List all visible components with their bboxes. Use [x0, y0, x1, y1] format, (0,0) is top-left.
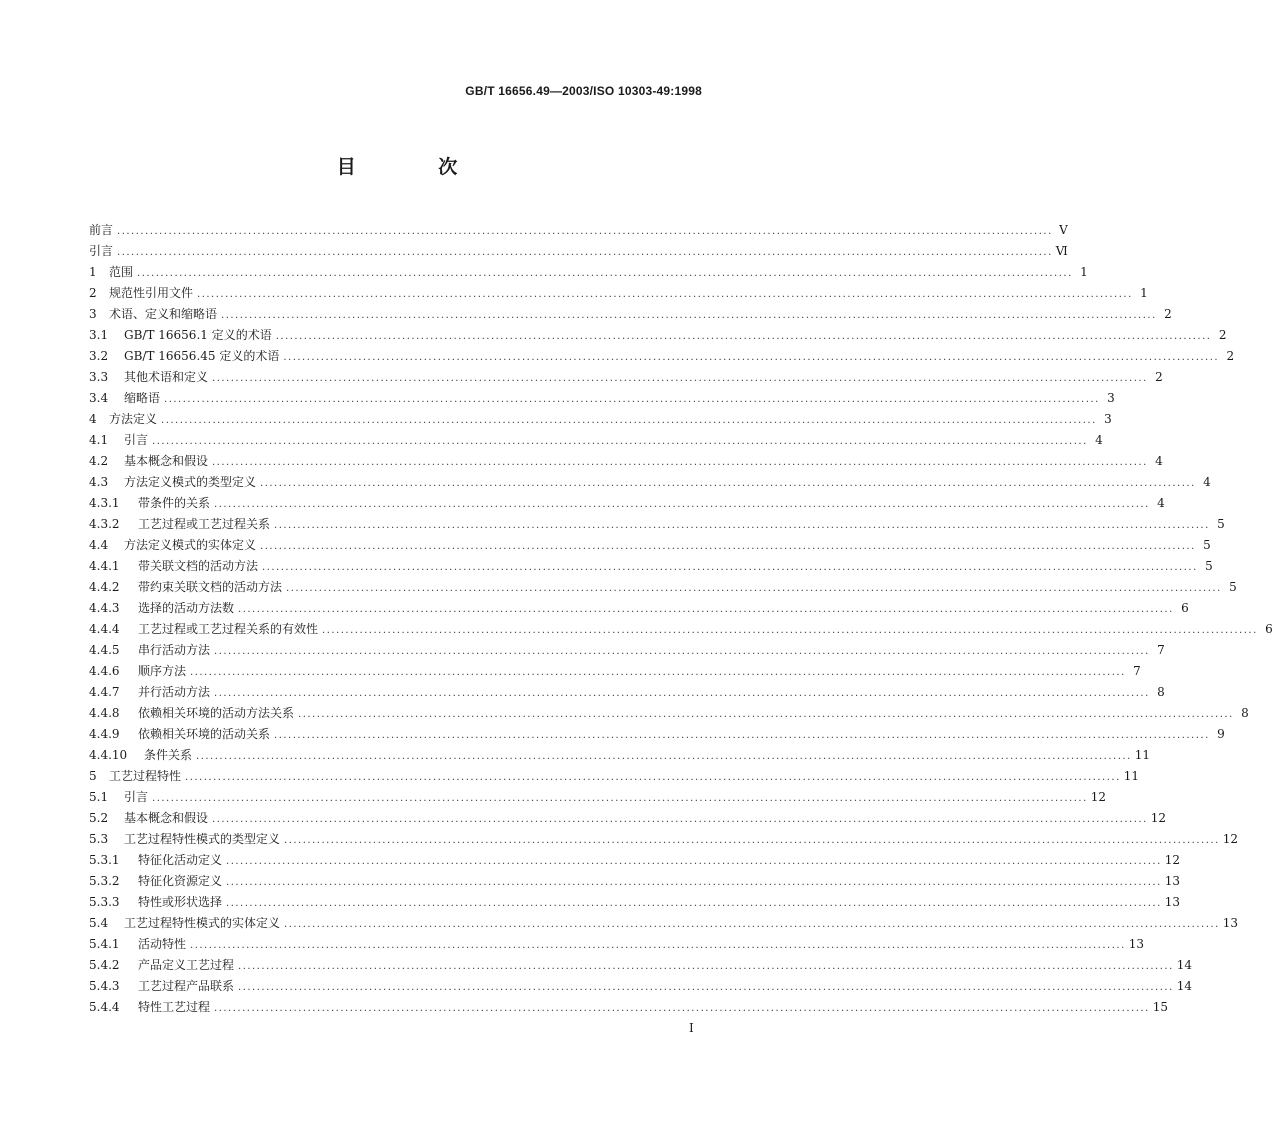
toc-entry-page: 11	[1134, 748, 1151, 762]
toc-entry-page: 15	[1152, 1000, 1169, 1014]
toc-dot-leader: ........................................................................................................................................................................................................	[212, 457, 1148, 468]
toc-entry-label: 带约束关联文档的活动方法	[138, 580, 283, 594]
toc-entry[interactable]	[89, 493, 1165, 514]
toc-entry-page: 6	[1265, 622, 1273, 636]
toc-dot-leader: ........................................................................................................................................................................................................	[214, 499, 1150, 510]
toc-entry-number: 4.4	[89, 538, 109, 552]
toc-entry-label: 特征化活动定义	[138, 853, 223, 867]
table-of-contents	[89, 220, 1273, 1018]
toc-entry-page: 5	[1203, 538, 1211, 552]
toc-entry-label: 基本概念和假设	[124, 811, 209, 825]
toc-entry-page: 2	[1164, 307, 1172, 321]
toc-entry-label: 基本概念和假设	[124, 454, 209, 468]
toc-entry-number: 3.1	[89, 328, 109, 342]
toc-entry[interactable]	[89, 409, 1112, 430]
toc-dot-leader: ........................................................................................................................................................................................................	[260, 478, 1196, 489]
toc-dot-leader: ........................................................................................................................................................................................................	[214, 1003, 1150, 1014]
toc-entry[interactable]	[89, 598, 1189, 619]
toc-entry-number: 2	[89, 286, 97, 300]
toc-dot-leader: ........................................................................................................................................................................................................	[238, 961, 1174, 972]
toc-entry-page: 4	[1203, 475, 1211, 489]
toc-entry-number: 4.4.3	[89, 601, 120, 615]
toc-entry-label: 选择的活动方法数	[138, 601, 235, 615]
toc-entry-number: 4.4.9	[89, 727, 120, 741]
toc-entry-label: GB/T 16656.45 定义的术语	[124, 349, 280, 363]
toc-entry[interactable]	[89, 283, 1148, 304]
toc-dot-leader: ........................................................................................................................................................................................................	[238, 982, 1174, 993]
toc-entry-page: 7	[1133, 664, 1141, 678]
toc-entry[interactable]	[89, 241, 1068, 262]
toc-dot-leader: ........................................................................................................................................................................................................	[152, 436, 1088, 447]
toc-entry-number: 4.3.1	[89, 496, 120, 510]
toc-entry-label: 条件关系	[144, 748, 193, 762]
toc-entry-number: 5.3	[89, 832, 109, 846]
toc-entry[interactable]	[89, 913, 1239, 934]
toc-entry-number: 4	[89, 412, 97, 426]
toc-entry-page: 5	[1217, 517, 1225, 531]
toc-entry-number: 5.2	[89, 811, 109, 825]
toc-dot-leader: ........................................................................................................................................................................................................	[117, 247, 1053, 258]
toc-dot-leader: ........................................................................................................................................................................................................	[190, 667, 1126, 678]
toc-entry-number: 5.4.4	[89, 1000, 120, 1014]
toc-entry-number: 4.3.2	[89, 517, 120, 531]
toc-dot-leader: ........................................................................................................................................................................................................	[226, 877, 1162, 888]
toc-entry-number: 5.4	[89, 916, 109, 930]
toc-dot-leader: ........................................................................................................................................................................................................	[322, 625, 1258, 636]
toc-dot-leader: ........................................................................................................................................................................................................	[161, 415, 1097, 426]
toc-entry-page: 5	[1205, 559, 1213, 573]
toc-entry-label: 引言	[124, 433, 149, 447]
toc-entry[interactable]	[89, 220, 1068, 241]
toc-entry[interactable]	[89, 703, 1249, 724]
toc-entry-label: 引言	[124, 790, 149, 804]
toc-entry[interactable]	[89, 808, 1167, 829]
toc-entry-page: 7	[1157, 643, 1165, 657]
toc-entry-page: 13	[1222, 916, 1239, 930]
toc-entry-page: Ⅴ	[1059, 223, 1068, 237]
toc-entry-number: 5.4.2	[89, 958, 120, 972]
toc-entry-label: 工艺过程特性	[109, 769, 182, 783]
toc-entry[interactable]	[89, 682, 1165, 703]
toc-entry-label: GB/T 16656.1 定义的术语	[124, 328, 272, 342]
toc-entry-number: 3.2	[89, 349, 109, 363]
toc-entry[interactable]	[89, 514, 1225, 535]
toc-entry[interactable]	[89, 850, 1181, 871]
toc-entry-number: 4.4.1	[89, 559, 120, 573]
toc-entry[interactable]	[89, 367, 1163, 388]
toc-entry[interactable]	[89, 619, 1273, 640]
toc-entry-page: 12	[1222, 832, 1239, 846]
toc-entry-page: 13	[1164, 874, 1181, 888]
toc-dot-leader: ........................................................................................................................................................................................................	[212, 814, 1148, 825]
toc-entry-page: 4	[1157, 496, 1165, 510]
toc-dot-leader: ........................................................................................................................................................................................................	[284, 919, 1220, 930]
toc-entry-page: 12	[1090, 790, 1107, 804]
toc-entry[interactable]	[89, 535, 1211, 556]
toc-entry-number: 4.4.7	[89, 685, 120, 699]
toc-entry-label: 并行活动方法	[138, 685, 211, 699]
toc-entry-page: 2	[1155, 370, 1163, 384]
toc-entry-page: 3	[1107, 391, 1115, 405]
toc-entry-number: 3	[89, 307, 97, 321]
toc-entry[interactable]	[89, 997, 1169, 1018]
toc-entry[interactable]	[89, 787, 1107, 808]
toc-dot-leader: ........................................................................................................................................................................................................	[212, 373, 1148, 384]
toc-entry-page: 4	[1155, 454, 1163, 468]
toc-dot-leader: ........................................................................................................................................................................................................	[137, 268, 1073, 279]
toc-dot-leader: ........................................................................................................................................................................................................	[286, 583, 1222, 594]
toc-entry-page: 4	[1095, 433, 1103, 447]
toc-dot-leader: ........................................................................................................................................................................................................	[274, 520, 1210, 531]
toc-entry-label: 带关联文档的活动方法	[138, 559, 259, 573]
toc-entry-number: 4.2	[89, 454, 109, 468]
toc-entry-page: 11	[1123, 769, 1140, 783]
toc-entry[interactable]	[89, 955, 1193, 976]
toc-entry-label: 串行活动方法	[138, 643, 211, 657]
toc-entry-label: 工艺过程或工艺过程关系	[138, 517, 271, 531]
toc-entry-page: 3	[1104, 412, 1112, 426]
toc-entry[interactable]	[89, 934, 1145, 955]
toc-entry[interactable]	[89, 577, 1237, 598]
toc-entry-number: 4.4.5	[89, 643, 120, 657]
toc-dot-leader: ........................................................................................................................................................................................................	[284, 835, 1220, 846]
toc-entry[interactable]	[89, 262, 1088, 283]
standard-code-header: GB/T 16656.49—2003/ISO 10303-49:1998	[465, 84, 702, 98]
toc-entry[interactable]	[89, 346, 1235, 367]
toc-entry[interactable]	[89, 304, 1172, 325]
toc-entry-number: 4.1	[89, 433, 109, 447]
toc-entry-label: 带条件的关系	[138, 496, 211, 510]
toc-entry-page: 12	[1150, 811, 1167, 825]
page-title: 目 次	[336, 156, 496, 178]
toc-entry-label: 范围	[109, 265, 134, 279]
toc-dot-leader: ........................................................................................................................................................................................................	[197, 289, 1133, 300]
toc-entry-label: 产品定义工艺过程	[138, 958, 235, 972]
toc-dot-leader: ........................................................................................................................................................................................................	[214, 646, 1150, 657]
toc-entry-number: 4.4.8	[89, 706, 120, 720]
toc-entry-number: 5.4.1	[89, 937, 120, 951]
toc-entry-label: 其他术语和定义	[124, 370, 209, 384]
toc-entry-page: 2	[1218, 328, 1227, 342]
toc-entry-number: 4.4.6	[89, 664, 120, 678]
toc-entry-label: 特性工艺过程	[138, 1000, 211, 1014]
toc-entry-label: 方法定义	[109, 412, 158, 426]
toc-entry-label: 依赖相关环境的活动方法关系	[138, 706, 295, 720]
toc-entry-page: 14	[1176, 958, 1193, 972]
toc-entry-label: 依赖相关环境的活动关系	[138, 727, 271, 741]
toc-entry[interactable]	[89, 892, 1181, 913]
toc-entry-label: 工艺过程特性模式的类型定义	[124, 832, 281, 846]
toc-entry-number: 4.3	[89, 475, 109, 489]
toc-dot-leader: ........................................................................................................................................................................................................	[283, 352, 1220, 363]
toc-entry-page: 8	[1241, 706, 1249, 720]
toc-entry-label: 术语、定义和缩略语	[109, 307, 218, 321]
toc-dot-leader: ........................................................................................................................................................................................................	[298, 709, 1234, 720]
toc-entry-page: 13	[1164, 895, 1181, 909]
toc-entry-page: 13	[1128, 937, 1145, 951]
toc-entry-number: 5.4.3	[89, 979, 120, 993]
toc-entry-number: 3.4	[89, 391, 109, 405]
toc-entry-label: 引言	[89, 244, 114, 258]
toc-entry[interactable]	[89, 976, 1193, 997]
toc-dot-leader: ........................................................................................................................................................................................................	[196, 751, 1132, 762]
toc-entry-page: 5	[1229, 580, 1237, 594]
toc-entry-number: 5.3.2	[89, 874, 120, 888]
toc-entry-number: 3.3	[89, 370, 109, 384]
toc-dot-leader: ........................................................................................................................................................................................................	[226, 856, 1162, 867]
toc-entry[interactable]	[89, 871, 1181, 892]
toc-entry-number: 4.4.2	[89, 580, 120, 594]
toc-dot-leader: ........................................................................................................................................................................................................	[185, 772, 1121, 783]
toc-entry-label: 顺序方法	[138, 664, 187, 678]
toc-dot-leader: ........................................................................................................................................................................................................	[152, 793, 1088, 804]
toc-entry[interactable]	[89, 745, 1151, 766]
toc-dot-leader: ........................................................................................................................................................................................................	[260, 541, 1196, 552]
toc-entry[interactable]	[89, 724, 1225, 745]
toc-entry[interactable]	[89, 451, 1163, 472]
toc-dot-leader: ........................................................................................................................................................................................................	[214, 688, 1150, 699]
toc-entry-label: 特征化资源定义	[138, 874, 223, 888]
toc-entry-label: 工艺过程产品联系	[138, 979, 235, 993]
toc-entry[interactable]	[89, 640, 1165, 661]
toc-entry-page: 9	[1217, 727, 1225, 741]
toc-dot-leader: ........................................................................................................................................................................................................	[117, 226, 1053, 237]
toc-entry-number: 4.4.10	[89, 748, 128, 762]
toc-entry[interactable]	[89, 430, 1103, 451]
toc-entry-number: 1	[89, 265, 97, 279]
toc-entry-label: 规范性引用文件	[109, 286, 194, 300]
toc-entry-number: 4.4.4	[89, 622, 120, 636]
toc-dot-leader: ........................................................................................................................................................................................................	[274, 730, 1210, 741]
toc-dot-leader: ........................................................................................................................................................................................................	[190, 940, 1126, 951]
toc-entry-label: 方法定义模式的类型定义	[124, 475, 257, 489]
toc-entry-label: 工艺过程特性模式的实体定义	[124, 916, 281, 930]
toc-dot-leader: ........................................................................................................................................................................................................	[221, 310, 1157, 321]
toc-entry[interactable]	[89, 325, 1227, 346]
toc-entry[interactable]	[89, 472, 1211, 493]
toc-entry[interactable]	[89, 766, 1140, 787]
toc-entry-page: 1	[1140, 286, 1148, 300]
toc-entry-number: 5.3.3	[89, 895, 120, 909]
toc-entry-number: 5.1	[89, 790, 109, 804]
toc-entry-label: 缩略语	[124, 391, 161, 405]
toc-entry-page: 8	[1157, 685, 1165, 699]
page-number: Ⅰ	[689, 1021, 694, 1035]
toc-entry-label: 方法定义模式的实体定义	[124, 538, 257, 552]
toc-entry-page: 14	[1176, 979, 1193, 993]
toc-entry[interactable]	[89, 829, 1239, 850]
toc-entry-number: 5	[89, 769, 97, 783]
toc-entry-page: 2	[1226, 349, 1235, 363]
toc-entry-page: Ⅵ	[1055, 244, 1068, 258]
toc-entry-label: 前言	[89, 223, 114, 237]
toc-entry-page: 6	[1181, 601, 1189, 615]
toc-entry[interactable]	[89, 388, 1115, 409]
toc-entry[interactable]	[89, 556, 1213, 577]
toc-entry-page: 1	[1080, 265, 1088, 279]
toc-entry-label: 活动特性	[138, 937, 187, 951]
toc-dot-leader: ........................................................................................................................................................................................................	[262, 562, 1198, 573]
toc-entry-label: 特性或形状选择	[138, 895, 223, 909]
toc-dot-leader: ........................................................................................................................................................................................................	[238, 604, 1174, 615]
toc-entry-number: 5.3.1	[89, 853, 120, 867]
toc-entry-page: 12	[1164, 853, 1181, 867]
toc-dot-leader: ........................................................................................................................................................................................................	[226, 898, 1162, 909]
toc-entry[interactable]	[89, 661, 1141, 682]
toc-entry-label: 工艺过程或工艺过程关系的有效性	[138, 622, 319, 636]
toc-dot-leader: ........................................................................................................................................................................................................	[275, 331, 1212, 342]
toc-dot-leader: ........................................................................................................................................................................................................	[164, 394, 1100, 405]
